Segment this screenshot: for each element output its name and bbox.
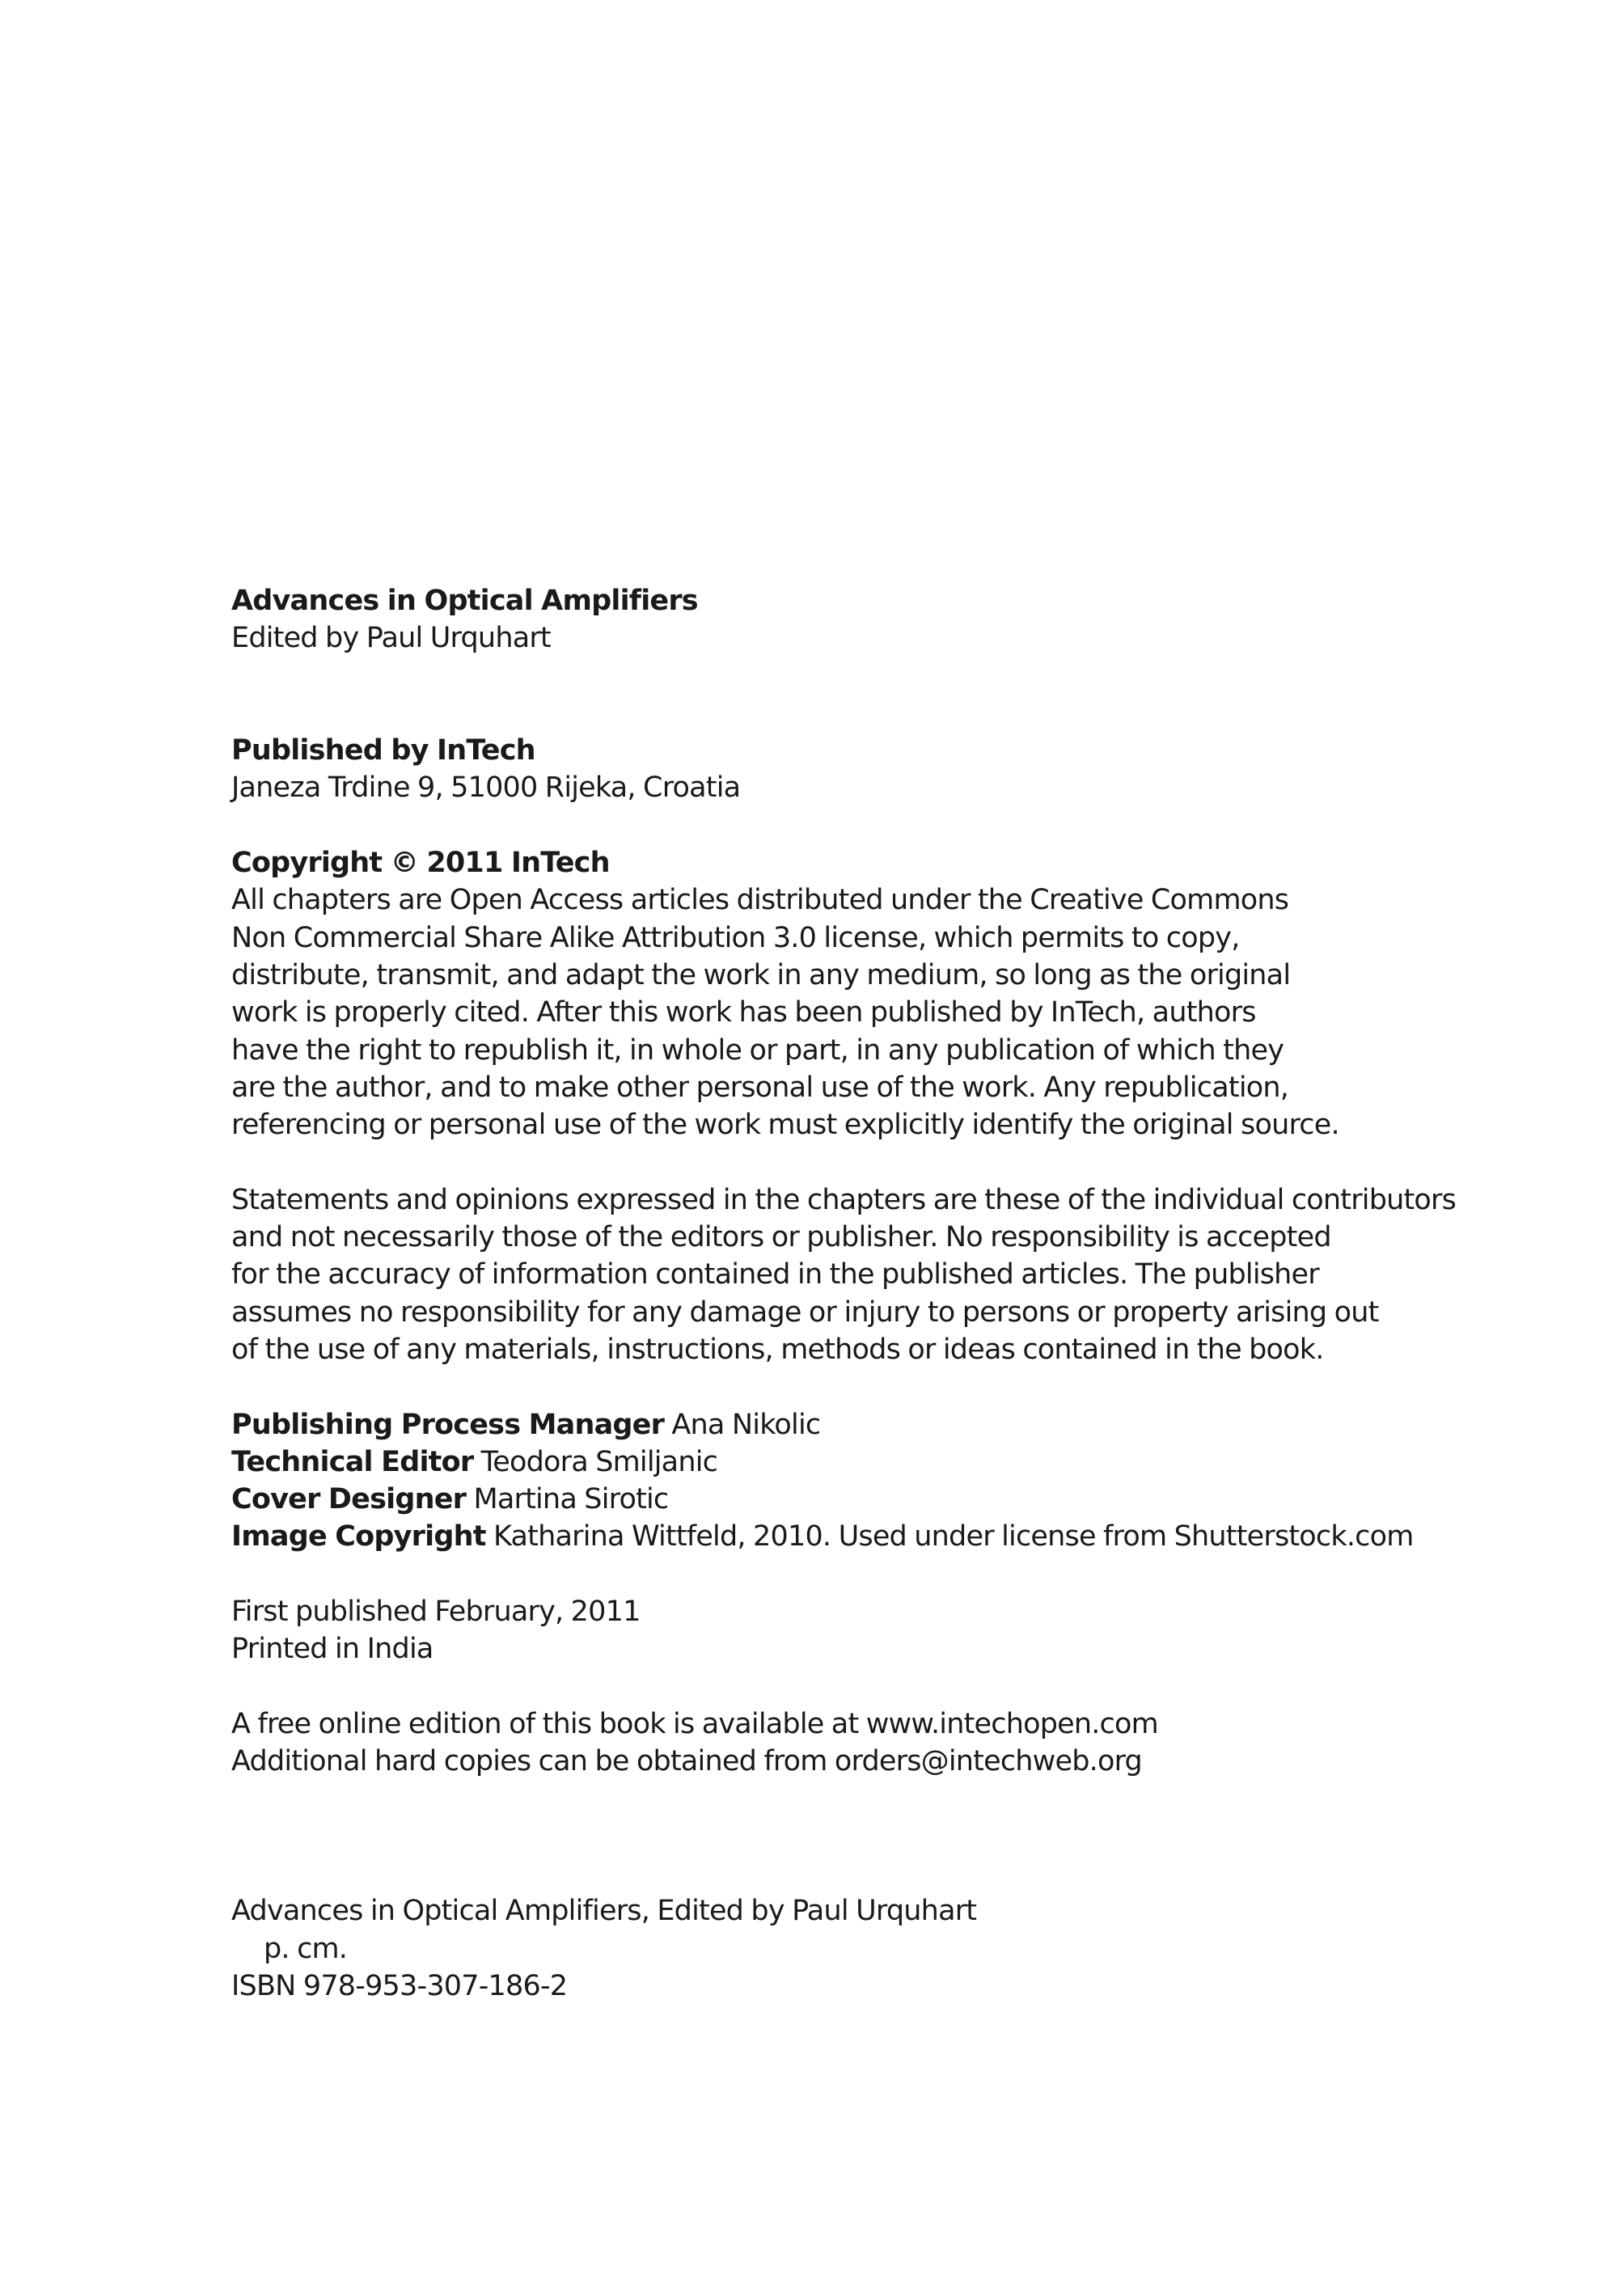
spacer [231, 1143, 1606, 1181]
publisher-block [231, 732, 1606, 807]
disclaimer-line: and not necessarily those of the editors or publisher. No responsibility is accepted [231, 1221, 1331, 1254]
copyright-line: work is properly cited. After this work has been published by InTech, authors [231, 996, 1256, 1029]
copyright-line: are the author, and to make other personal use of the work. Any republication, [231, 1071, 1289, 1104]
copyright-line: distribute, transmit, and adapt the work in any medium, so long as the original [231, 958, 1291, 991]
spacer [231, 1781, 1606, 1893]
disclaimer-block [231, 1181, 1606, 1368]
credit-publishing-manager [231, 1406, 1606, 1443]
book-title: Advances in Optical Amplifiers [231, 585, 698, 617]
title-block [231, 582, 1606, 657]
copyright-line: referencing or personal use of the work must explicitly identify the original source. [231, 1109, 1339, 1142]
book-editor: Edited by Paul Urquhart [231, 622, 551, 655]
catalog-block [231, 1892, 1606, 2005]
spacer [231, 657, 1606, 733]
hard-copies: Additional hard copies can be obtained from orders@intechweb.org [231, 1745, 1142, 1778]
credit-name: Ana Nikolic [664, 1408, 821, 1441]
spacer [231, 1368, 1606, 1405]
copyright-line: All chapters are Open Access articles distributed under the Creative Commons [231, 884, 1289, 917]
credit-name: Teodora Smiljanic [473, 1445, 718, 1478]
publisher-heading: Published by InTech [231, 734, 535, 767]
credit-technical-editor [231, 1443, 1606, 1481]
isbn: ISBN 978-953-307-186-2 [231, 1969, 568, 2002]
first-published: First published February, 2011 [231, 1596, 641, 1629]
availability-block [231, 1706, 1606, 1781]
copyright-line: Non Commercial Share Alike Attribution 3.0 license, which permits to copy, [231, 921, 1240, 954]
credit-name: Katharina Wittfeld, 2010. Used under license from Shutterstock.com [485, 1520, 1414, 1553]
credit-role: Publishing Process Manager [231, 1408, 665, 1441]
copyright-page [231, 582, 1606, 2005]
disclaimer-line: for the accuracy of information contained in the published articles. The publisher [231, 1258, 1319, 1291]
disclaimer-line: of the use of any materials, instructions, methods or ideas contained in the book. [231, 1333, 1324, 1366]
credits-block [231, 1406, 1606, 1556]
catalog-citation: Advances in Optical Amplifiers, Edited by Paul Urquhart [231, 1895, 977, 1928]
credit-role: Cover Designer [231, 1483, 467, 1516]
printed-in: Printed in India [231, 1633, 433, 1666]
credit-image-copyright [231, 1518, 1606, 1555]
credit-role: Technical Editor [231, 1445, 474, 1478]
publication-block [231, 1593, 1606, 1668]
spacer [231, 1556, 1606, 1593]
credit-role: Image Copyright [231, 1520, 486, 1553]
copyright-heading: Copyright © 2011 InTech [231, 847, 610, 880]
online-edition: A free online edition of this book is available at www.intechopen.com [231, 1707, 1158, 1740]
spacer [231, 807, 1606, 844]
catalog-pages: p. cm. [264, 1932, 348, 1965]
publisher-address: Janeza Trdine 9, 51000 Rijeka, Croatia [231, 771, 741, 805]
copyright-block [231, 844, 1606, 1143]
credit-cover-designer [231, 1481, 1606, 1518]
disclaimer-line: assumes no responsibility for any damage or injury to persons or property arising out [231, 1296, 1379, 1329]
disclaimer-line: Statements and opinions expressed in the chapters are these of the individual contributors [231, 1183, 1457, 1216]
spacer [231, 1668, 1606, 1706]
credit-name: Martina Sirotic [466, 1483, 669, 1516]
copyright-line: have the right to republish it, in whole or part, in any publication of which they [231, 1033, 1284, 1067]
